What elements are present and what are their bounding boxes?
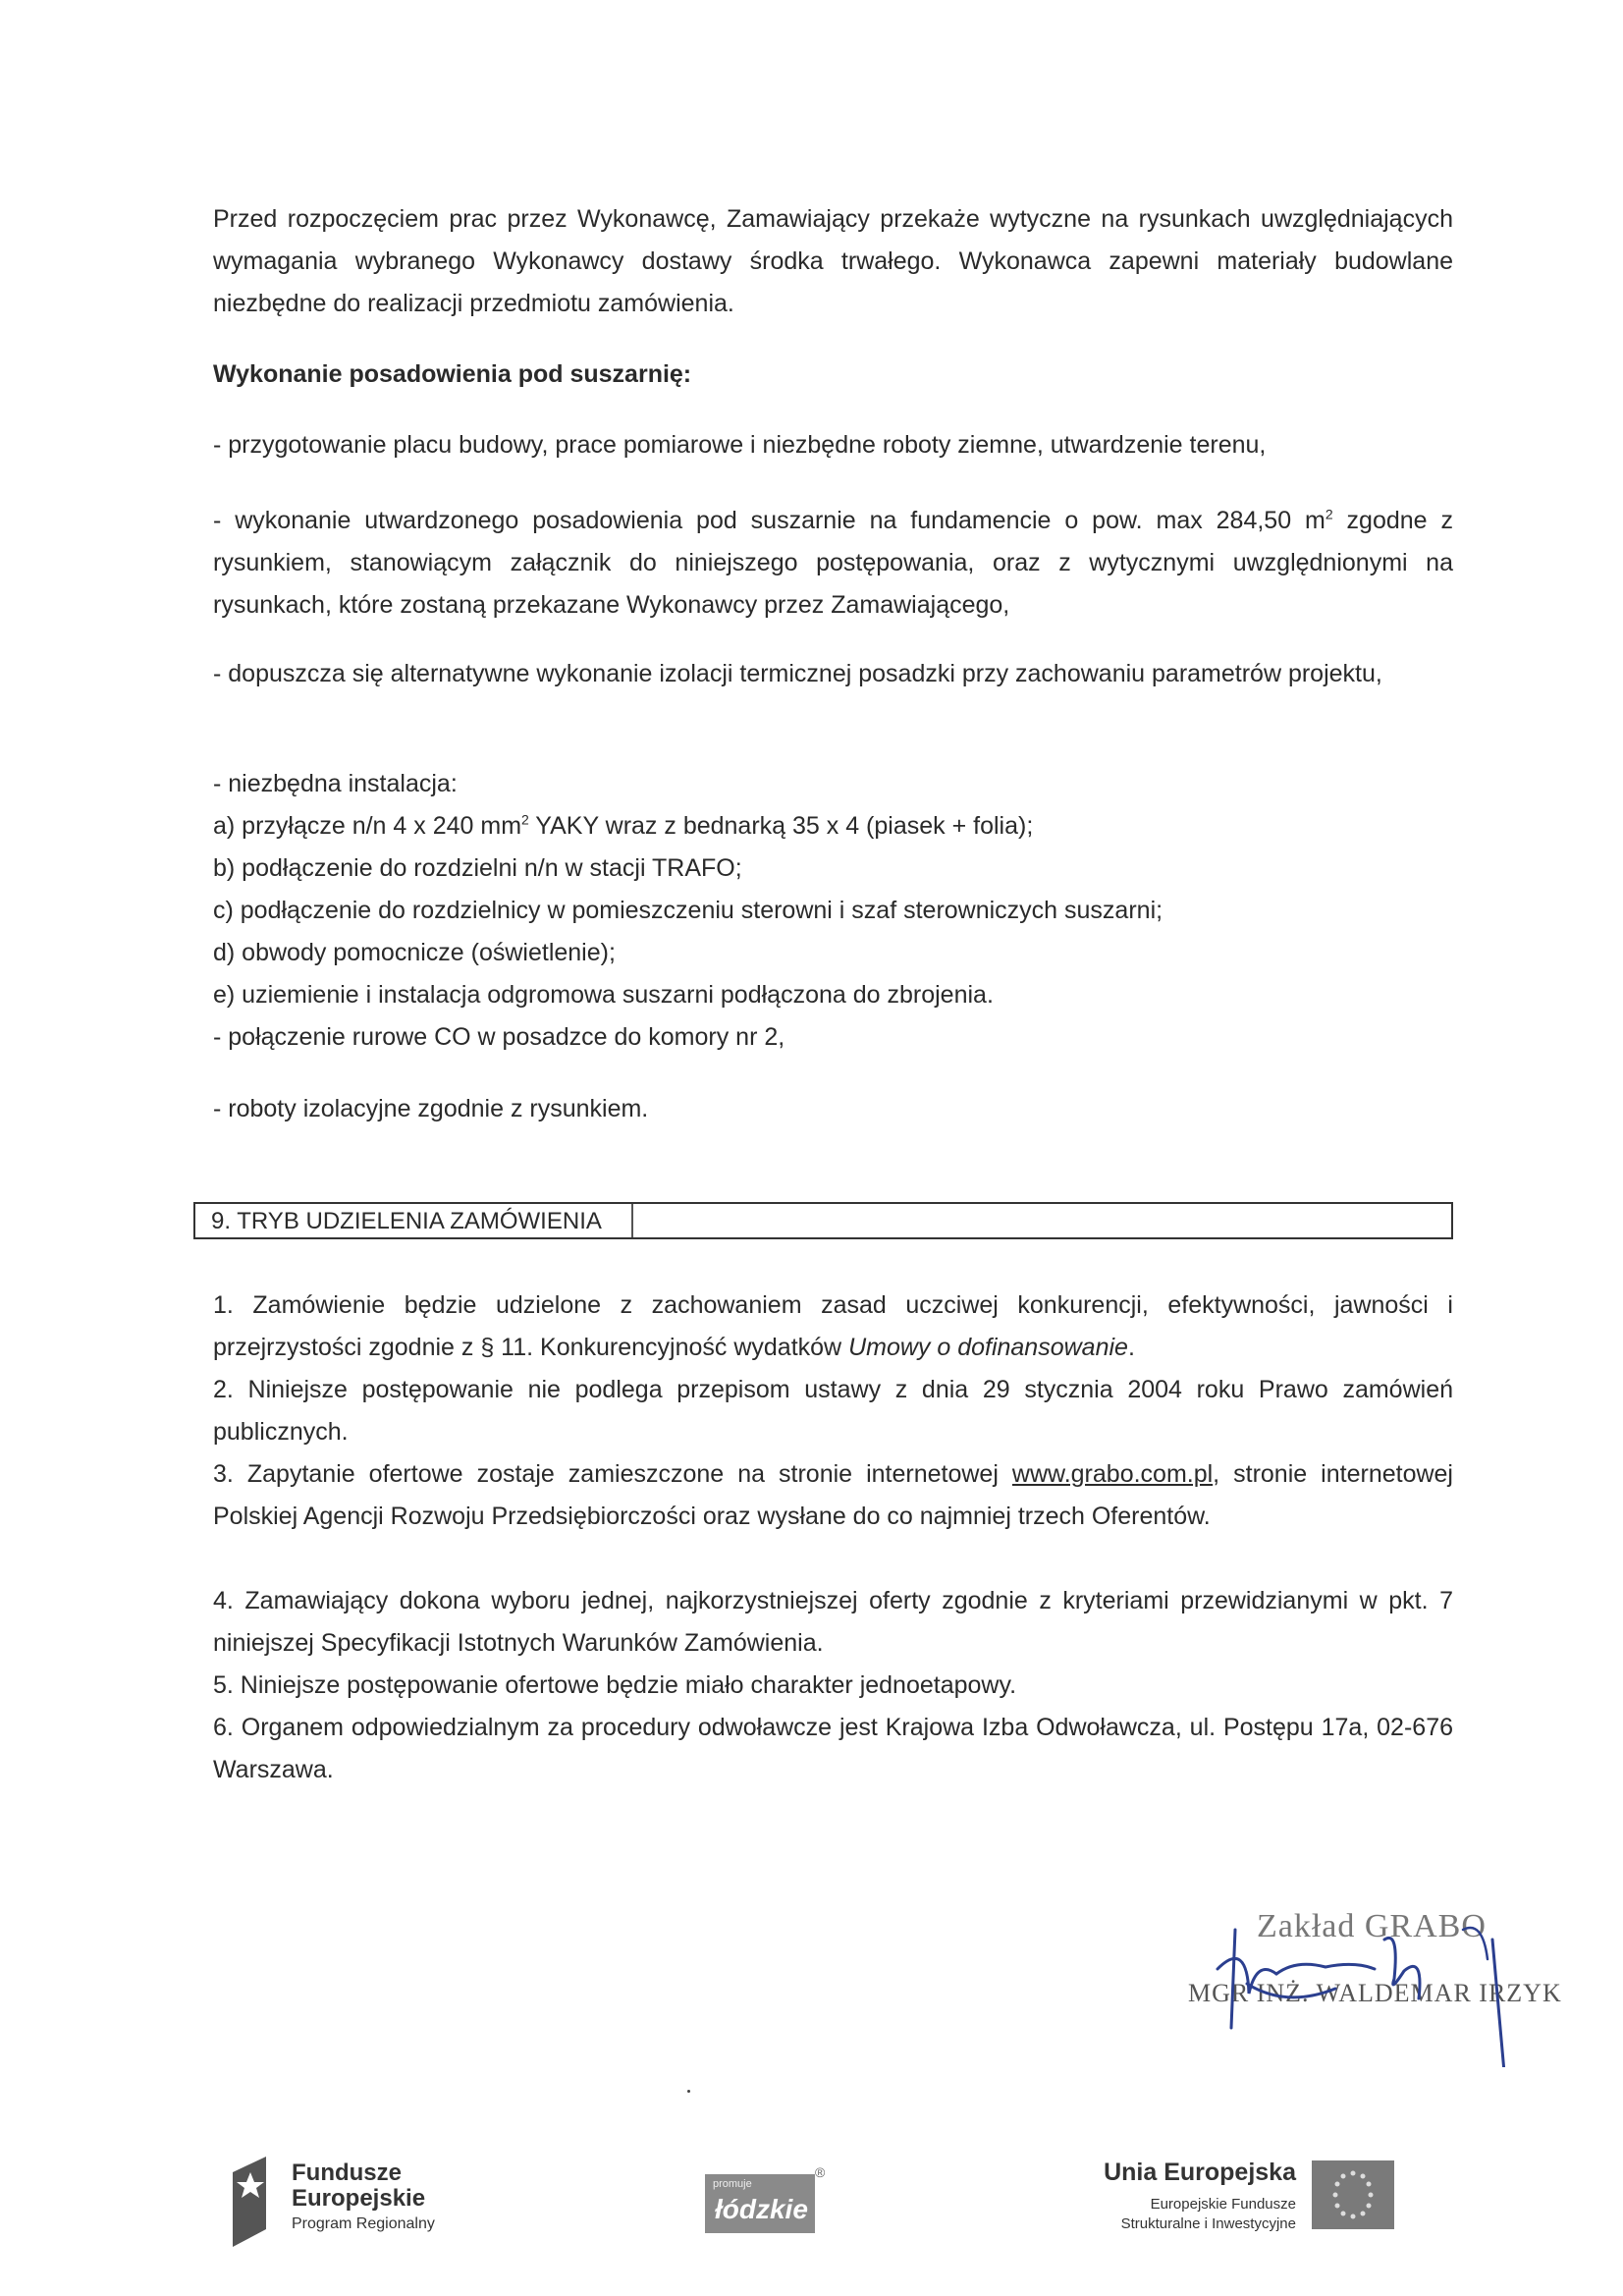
ue-title: Unia Europejska — [1104, 2159, 1296, 2186]
section-title: 9. TRYB UDZIELENIA ZAMÓWIENIA — [211, 1208, 602, 1234]
grabo-website-link[interactable]: www.grabo.com.pl — [1011, 1460, 1214, 1488]
intro-paragraph: Przed rozpoczęciem prac przez Wykonawcę, Zamawiający przekaże wytyczne na rysunkach uwzględniających wymagania wybranego Wykonawcy dostawy środka trwałego. Wykonawca zapewni materiały budowlane niezbędne do realizacji przedmiotu zamówienia. — [213, 205, 1453, 317]
fe-subtitle: Program Regionalny — [292, 2215, 435, 2232]
installation-item-b: b) podłączenie do rozdzielni n/n w stacji TRAFO; — [213, 854, 742, 882]
list-item-site-prep: - przygotowanie placu budowy, prace pomiarowe i niezbędne roboty ziemne, utwardzenie terenu, — [213, 431, 1267, 459]
point-1-text: 1. Zamówienie będzie udzielone z zachowaniem zasad uczciwej konkurencji, efektywności, jawności i przejrzystości zgodnie z § 11. Konkurencyjność wydatków — [213, 1291, 1453, 1361]
procedure-point-2: 2. Niniejsze postępowanie nie podlega przepisom ustawy z dnia 29 stycznia 2004 roku Prawo zamówień publicznych. — [213, 1376, 1453, 1446]
fe-star-flag-icon — [221, 2153, 280, 2251]
unia-europejska-logo — [1080, 2159, 1394, 2247]
ue-subtitle-1: Europejskie Fundusze — [1150, 2196, 1296, 2213]
section-heading-foundation: Wykonanie posadowienia pod suszarnię: — [213, 360, 692, 388]
installation-title: - niezbędna instalacja: — [213, 770, 458, 797]
list-item-insulation-works: - roboty izolacyjne zgodnie z rysunkiem. — [213, 1095, 649, 1122]
point-1-end: . — [1127, 1334, 1135, 1361]
procedure-point-4: 4. Zamawiający dokona wyboru jednej, najkorzystniejszej oferty zgodnie z kryteriami przewidzianymi w pkt. 7 niniejszej Specyfikacji Istotnych Warunków Zamówienia. — [213, 1587, 1453, 1657]
installation-item-a — [213, 805, 1033, 847]
list-item-foundation — [213, 500, 1453, 627]
handwritten-signature-icon — [1188, 1900, 1542, 2067]
foundation-sup: 2 — [1325, 506, 1333, 522]
eu-stars-icon — [1312, 2160, 1394, 2229]
page-dot — [687, 2090, 690, 2093]
installation-item-c: c) podłączenie do rozdzielnicy w pomieszczeniu sterowni i szaf sterowniczych suszarni; — [213, 897, 1163, 924]
installation-a-text1: a) przyłącze n/n 4 x 240 mm — [213, 812, 522, 840]
lodzkie-text: łódzkie — [715, 2194, 808, 2224]
fe-title: Fundusze Europejskie — [292, 2159, 426, 2212]
installation-a-text2: YAKY wraz z bednarką 35 x 4 (piasek + folia); — [528, 812, 1034, 840]
section-header-box — [193, 1202, 1453, 1239]
lodzkie-small-text: promuje — [713, 2178, 752, 2190]
list-item-insulation: - dopuszcza się alternatywne wykonanie izolacji termicznej posadzki przy zachowaniu parametrów projektu, — [213, 660, 1382, 687]
procedure-point-1 — [213, 1285, 1453, 1369]
stamp-company-name: Zakład GRABO — [1257, 1908, 1487, 1944]
section-divider — [631, 1204, 633, 1237]
foundation-text-b: zgodne z rysunkiem, stanowiącym załącznik do niniejszego postępowania, oraz z wytycznymi uwzględnionymi na rysunkach, które zostaną przekazane Wykonawcy przez Zamawiającego, — [213, 507, 1453, 619]
point-3-text-b: , stronie internetowej Polskiej Agencji Rozwoju Przedsiębiorczości oraz wysłane do co najmniej trzech Oferentów. — [213, 1460, 1453, 1530]
procedure-point-3 — [213, 1453, 1453, 1538]
installation-a-sup: 2 — [521, 811, 529, 828]
lodzkie-logo — [705, 2160, 826, 2239]
installation-item-d: d) obwody pomocnicze (oświetlenie); — [213, 939, 616, 966]
registered-mark: ® — [815, 2164, 826, 2180]
foundation-text-a: - wykonanie utwardzonego posadowienia pod suszarnie na fundamencie o pow. max 284,50 m — [213, 507, 1325, 534]
stamp-signatory-name: MGR INŻ. WALDEMAR IRZYK — [1188, 1979, 1562, 2007]
signature-stamp — [1188, 1900, 1562, 2067]
installation-item-e: e) uziemienie i instalacja odgromowa suszarni podłączona do zbrojenia. — [213, 981, 994, 1009]
eu-flag-icon — [1312, 2160, 1394, 2229]
procedure-point-5: 5. Niniejsze postępowanie ofertowe będzie miało charakter jednoetapowy. — [213, 1671, 1017, 1699]
fundusze-europejskie-logo — [221, 2153, 476, 2251]
point-3-text-a: 3. Zapytanie ofertowe zostaje zamieszczone na stronie internetowej — [213, 1460, 1012, 1488]
list-item-pipe: - połączenie rurowe CO w posadzce do komory nr 2, — [213, 1023, 785, 1051]
footer-logos — [0, 2141, 1623, 2259]
point-1-italic: Umowy o dofinansowanie — [848, 1334, 1128, 1361]
procedure-point-6: 6. Organem odpowiedzialnym za procedury odwoławcze jest Krajowa Izba Odwoławcza, ul. Postępu 17a, 02-676 Warszawa. — [213, 1714, 1453, 1783]
ue-subtitle-2: Strukturalne i Inwestycyjne — [1120, 2215, 1296, 2232]
